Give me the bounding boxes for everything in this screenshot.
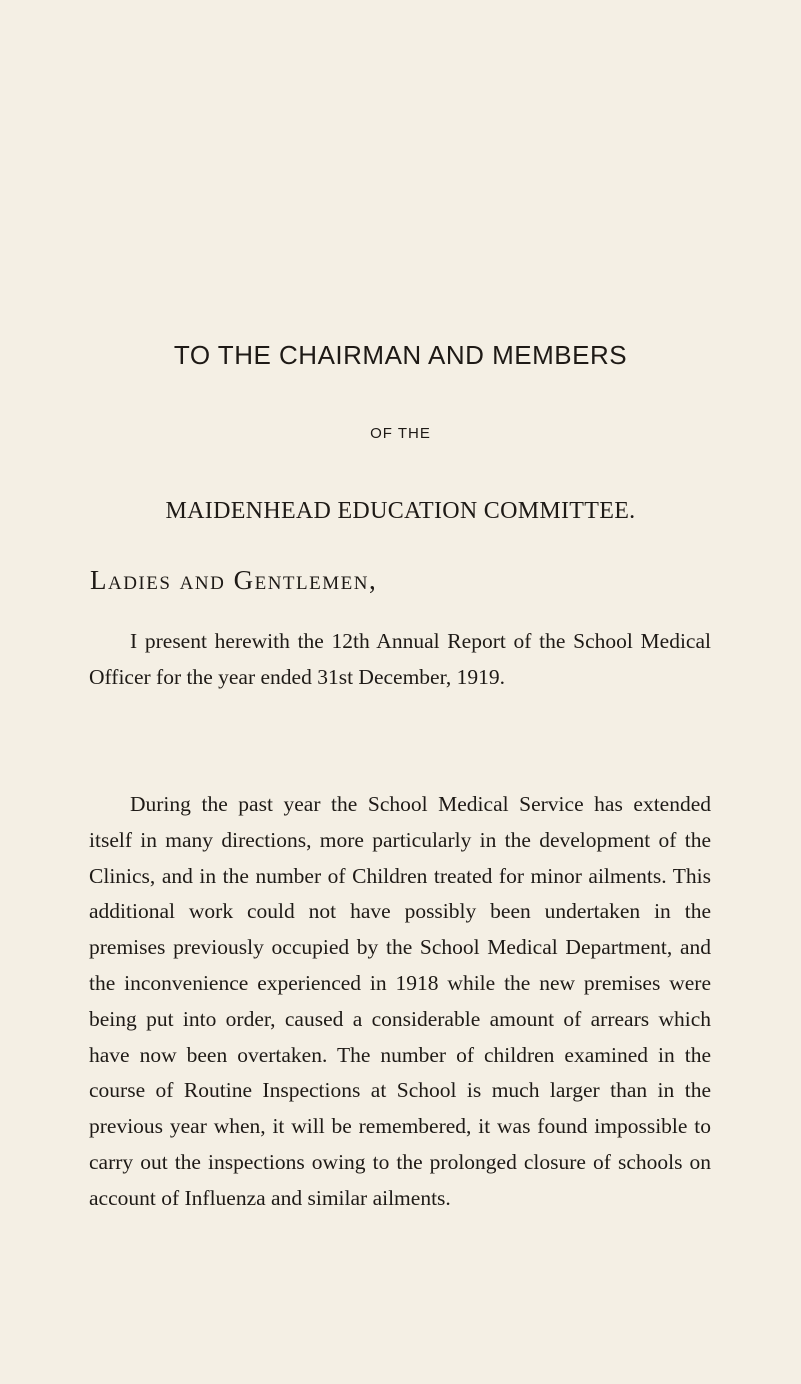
- heading-committee: MAIDENHEAD EDUCATION COMMITTEE.: [165, 498, 636, 524]
- paragraph-service: During the past year the School Medical Service has extended itself in many directions, more particularly in the development of the Clinics, and in the number of Children treated for minor ailments. This additional work could not have possibly been undertaken in the premises previously occupied by the School Medical Department, and the inconvenience experienced in 1918 while the new premises were being put into order, caused a considerable amount of arrears which have now been overtaken. The number of children examined in the course of Routine Inspections at School is much larger than in the previous year when, it will be remembered, it was found impossible to carry out the inspections owing to the prolonged closure of schools on account of Influenza and similar ailments.: [89, 792, 711, 1210]
- paragraph-intro: I present herewith the 12th Annual Report of the School Medical Officer for the year ended 31st December, 1919.: [89, 629, 711, 689]
- heading-of-the: OF THE: [370, 425, 431, 442]
- salutation: Ladies and Gentlemen,: [90, 565, 378, 595]
- heading-addressee: TO THE CHAIRMAN AND MEMBERS: [173, 340, 628, 370]
